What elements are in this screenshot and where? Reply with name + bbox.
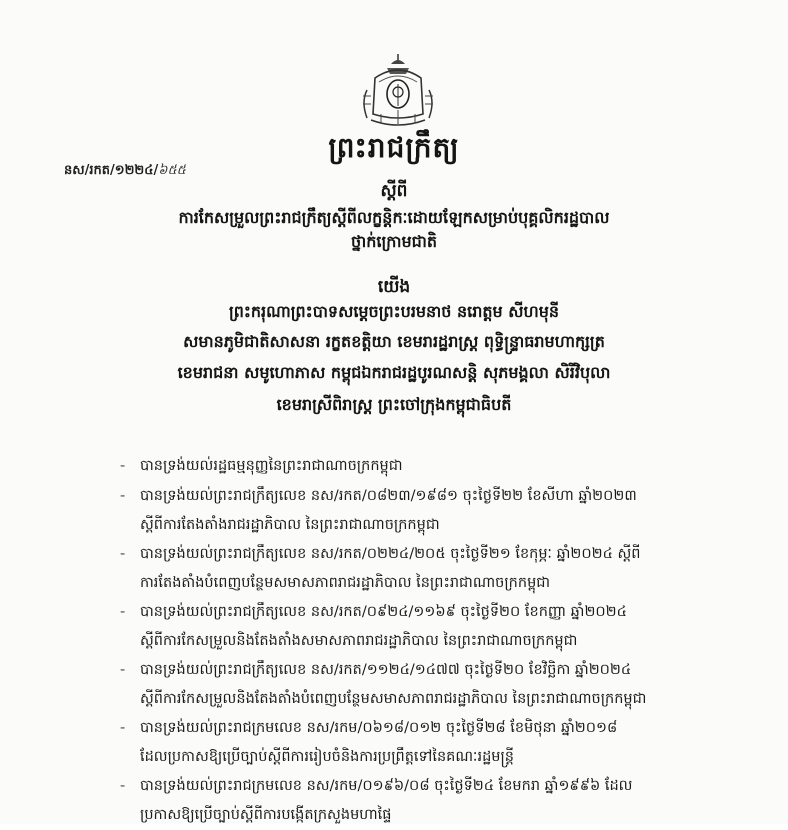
reference-number — [64, 162, 186, 181]
subject-heading: ស្តីពី — [380, 181, 408, 201]
visa-item — [120, 482, 740, 540]
visa-text: បានទ្រង់យល់ព្រះរាជក្រឹត្យលេខ នស/រកត/០៩២៤/១១៦៩ ចុះថ្ងៃទី២០ ខែកញ្ញា ឆ្នាំ២០២៤ — [140, 604, 627, 620]
monarch-title-line: ព្រះករុណាព្រះបាទសម្តេចព្រះបរមនាថ នរោត្តម សីហមុនី — [228, 302, 560, 321]
monarch-title-line: ខេមរាស្រីពិរាស្ត្រ ព្រះចៅក្រុងកម្ពុជាធិបតី — [276, 395, 512, 414]
visa-bullet: - — [120, 662, 126, 678]
visa-list — [120, 452, 740, 830]
we-heading: យើង — [377, 277, 411, 297]
subject-line: ថ្នាក់ក្រោមជាតិ — [350, 232, 437, 251]
monarch-title-line: ខេមរាជនា សមូហោភាស កម្ពុជឯករាជរដ្ឋបូរណសន្តិ សុភមង្គលា សិរីវិបុលា — [177, 363, 611, 382]
visa-item — [120, 714, 740, 772]
visa-text: បានទ្រង់យល់រដ្ឋធម្មនុញ្ញនៃព្រះរាជាណាចក្រកម្ពុជា — [140, 458, 403, 474]
visa-text: ប្រកាសឱ្យប្រើច្បាប់ស្តីពីការបង្កើតក្រសួងមហាផ្ទៃ — [140, 807, 392, 823]
visa-bullet: - — [120, 458, 126, 474]
visa-text: បានទ្រង់យល់ព្រះរាជក្រឹត្យលេខ នស/រកត/១១២៤/១៤៧៧ ចុះថ្ងៃទី២០ ខែវិច្ឆិកា ឆ្នាំ២០២៤ — [140, 662, 632, 678]
visa-text: ស្តីពីការកែសម្រួលនិងតែងតាំងបំពេញបន្ថែមសមាសភាពរាជរដ្ឋាភិបាល នៃព្រះរាជាណាចក្រកម្ពុជា — [140, 691, 647, 707]
visa-text: ស្តីពីការតែងតាំងរាជរដ្ឋាភិបាល នៃព្រះរាជាណាចក្រកម្ពុជា — [140, 517, 440, 533]
visa-text: បានទ្រង់យល់ព្រះរាជក្រមលេខ នស/រកម/០៦១៨/០១២ ចុះថ្ងៃទី២៨ ខែមិថុនា ឆ្នាំ២០១៨ — [140, 720, 618, 736]
visa-text: ការតែងតាំងបំពេញបន្ថែមសមាសភាពរាជរដ្ឋាភិបាល នៃព្រះរាជាណាចក្រកម្ពុជា — [140, 575, 551, 591]
visa-text: ស្តីពីការកែសម្រួលនិងតែងតាំងសមាសភាពរាជរដ្ឋាភិបាល នៃព្រះរាជាណាចក្រកម្ពុជា — [140, 633, 578, 649]
reference-printed: នស/រកត/១២២៤/ — [64, 163, 159, 178]
visa-bullet: - — [120, 778, 126, 794]
visa-item — [120, 452, 740, 482]
visa-text: បានទ្រង់យល់ព្រះរាជក្រមលេខ នស/រកម/០១៩៦/០៨ ចុះថ្ងៃទី២៤ ខែមករា ឆ្នាំ១៩៩៦ ដែល — [140, 778, 633, 794]
visa-item — [120, 540, 740, 598]
visa-bullet: - — [120, 488, 126, 504]
subject-line: ការកែសម្រួលព្រះរាជក្រឹត្យស្តីពីលក្ខន្តិកៈដោយឡែកសម្រាប់បុគ្គលិករដ្ឋបាល — [178, 208, 610, 227]
visa-item — [120, 772, 740, 830]
visa-bullet: - — [120, 546, 126, 562]
reference-handwritten: ៦៥៥ — [158, 163, 186, 178]
visa-bullet: - — [120, 604, 126, 620]
visa-text: បានទ្រង់យល់ព្រះរាជក្រឹត្យលេខ នស/រកត/០៨២៣/១៩៨១ ចុះថ្ងៃទី២២ ខែសីហា ឆ្នាំ២០២៣ — [140, 488, 637, 504]
visa-item — [120, 598, 740, 656]
visa-text: បានទ្រង់យល់ព្រះរាជក្រឹត្យលេខ នស/រកត/០២២៤/២០៥ ចុះថ្ងៃទី២១ ខែកុម្ភៈ ឆ្នាំ២០២៤ ស្តីពី — [140, 546, 641, 562]
visa-text: ដែលប្រកាសឱ្យប្រើច្បាប់ស្តីពីការរៀបចំនិងការប្រព្រឹត្តទៅនៃគណៈរដ្ឋមន្ត្រី — [140, 749, 515, 765]
royal-coat-of-arms-icon — [353, 52, 443, 130]
monarch-title-line: សមានភូមិជាតិសាសនា រក្ខតខត្តិយា ខេមរារដ្ឋរាស្ត្រ ពុទ្ធិន្ទ្រាធរាមហាក្សត្រ — [183, 332, 605, 351]
visa-bullet: - — [120, 720, 126, 736]
decree-title: ព្រះរាជក្រឹត្យ — [328, 131, 460, 164]
visa-item — [120, 656, 740, 714]
